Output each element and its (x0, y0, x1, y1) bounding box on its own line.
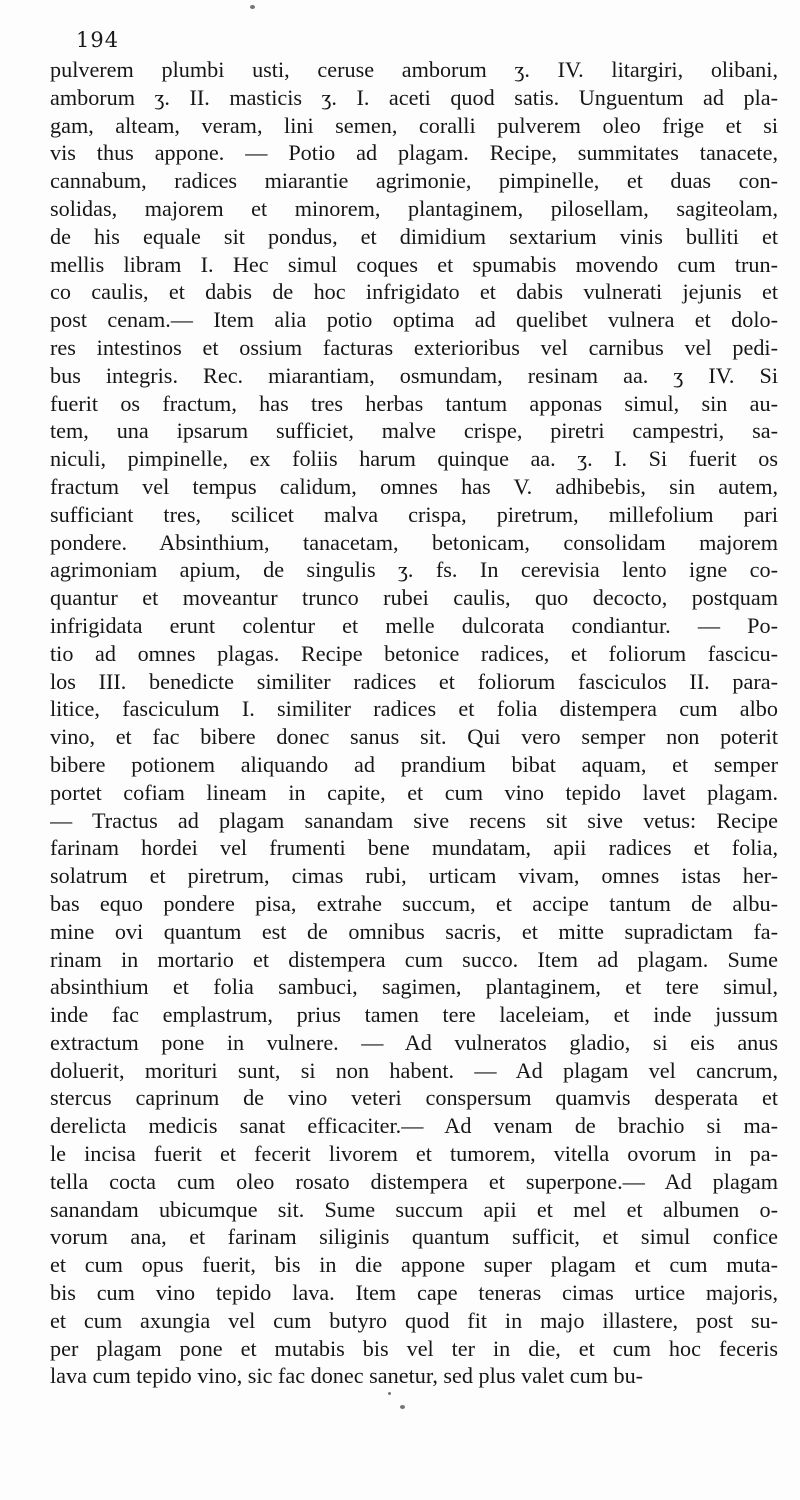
body-text (50, 56, 778, 1390)
text-line: tio ad omnes plagas. Recipe betonice radices, et foliorum fascicu- (50, 640, 778, 666)
ink-speck (250, 5, 255, 9)
text-line: los III. benedicte similiter radices et foliorum fasciculos II. para- (50, 668, 778, 694)
text-line: doluerit, morituri sunt, si non habent. — Ad plagam vel cancrum, (50, 1057, 778, 1083)
text-line: — Tractus ad plagam sanandam sive recens sit sive vetus: Recipe (50, 807, 778, 833)
text-line: niculi, pimpinelle, ex foliis harum quinque aa. ʒ. I. Si fuerit os (50, 446, 778, 472)
ink-speck (400, 1405, 405, 1409)
text-line: quantur et moveantur trunco rubei caulis, quo decocto, postquam (50, 585, 778, 611)
text-line: de his equale sit pondus, et dimidium sextarium vinis bulliti et (50, 223, 778, 249)
text-line: derelicta medicis sanat efficaciter.— Ad venam de brachio si ma- (50, 1113, 778, 1139)
text-line: fuerit os fractum, has tres herbas tantum apponas simul, sin au- (50, 390, 778, 416)
text-line: extractum pone in vulnere. — Ad vulneratos gladio, si eis anus (50, 1029, 778, 1055)
text-line: vis thus appone. — Potio ad plagam. Recipe, summitates tanacete, (50, 140, 778, 166)
text-line: bis cum vino tepido lava. Item cape teneras cimas urtice majoris, (50, 1280, 778, 1306)
text-line: gam, alteam, veram, lini semen, coralli pulverem oleo frige et si (50, 112, 778, 138)
ink-speck (388, 1392, 391, 1395)
text-line: pondere. Absinthium, tanacetam, betonicam, consolidam majorem (50, 529, 778, 555)
text-line: farinam hordei vel frumenti bene mundatam, apii radices et folia, (50, 835, 778, 861)
text-line: mellis libram I. Hec simul coques et spumabis movendo cum trun- (50, 251, 778, 277)
text-line: bibere potionem aliquando ad prandium bibat aquam, et semper (50, 751, 778, 777)
text-line: infrigidata erunt colentur et melle dulcorata condiantur. — Po- (50, 612, 778, 638)
text-line: inde fac emplastrum, prius tamen tere laceleiam, et inde jussum (50, 1002, 778, 1028)
text-line: absinthium et folia sambuci, sagimen, plantaginem, et tere simul, (50, 974, 778, 1000)
text-line: et cum opus fuerit, bis in die appone super plagam et cum muta- (50, 1252, 778, 1278)
text-line: solidas, majorem et minorem, plantaginem, pilosellam, sagiteolam, (50, 195, 778, 221)
text-line: bus integris. Rec. miarantiam, osmundam, resinam aa. ʒ IV. Si (50, 362, 778, 388)
text-line: res intestinos et ossium facturas exterioribus vel carnibus vel pedi- (50, 334, 778, 360)
text-line: sanandam ubicumque sit. Sume succum apii et mel et albumen o- (50, 1196, 778, 1222)
text-line: et cum axungia vel cum butyro quod fit in majo illastere, post su- (50, 1307, 778, 1333)
text-line: fractum vel tempus calidum, omnes has V. adhibebis, sin autem, (50, 473, 778, 499)
text-line: tem, una ipsarum sufficiet, malve crispe, piretri campestri, sa- (50, 418, 778, 444)
text-line: lava cum tepido vino, sic fac donec sanetur, sed plus valet cum bu- (50, 1363, 644, 1389)
text-line: vino, et fac bibere donec sanus sit. Qui vero semper non poterit (50, 724, 778, 750)
text-line: co caulis, et dabis de hoc infrigidato et dabis vulnerati jejunis et (50, 279, 778, 305)
text-line: mine ovi quantum est de omnibus sacris, et mitte supradictam fa- (50, 918, 778, 944)
text-line: amborum ʒ. II. masticis ʒ. I. aceti quod satis. Unguentum ad pla- (50, 84, 778, 110)
text-line: agrimoniam apium, de singulis ʒ. fs. In cerevisia lento igne co- (50, 557, 778, 583)
page-number: 194 (76, 28, 120, 52)
text-line: post cenam.— Item alia potio optima ad quelibet vulnera et dolo- (50, 307, 778, 333)
text-line: litice, fasciculum I. similiter radices et folia distempera cum albo (50, 696, 778, 722)
text-line: solatrum et piretrum, cimas rubi, urticam vivam, omnes istas her- (50, 863, 778, 889)
text-line: vorum ana, et farinam siliginis quantum sufficit, et simul confice (50, 1224, 778, 1250)
text-line: rinam in mortario et distempera cum succo. Item ad plagam. Sume (50, 946, 778, 972)
text-line: per plagam pone et mutabis bis vel ter in die, et cum hoc feceris (50, 1335, 778, 1361)
text-line: tella cocta cum oleo rosato distempera et superpone.— Ad plagam (50, 1168, 778, 1194)
text-line: pulverem plumbi usti, ceruse amborum ʒ. IV. litargiri, olibani, (50, 57, 778, 82)
text-line: portet cofiam lineam in capite, et cum vino tepido lavet plagam. (50, 779, 778, 805)
text-line: bas equo pondere pisa, extrahe succum, et accipe tantum de albu- (50, 890, 778, 916)
text-line: le incisa fuerit et fecerit livorem et tumorem, vitella ovorum in pa- (50, 1141, 778, 1167)
text-line: cannabum, radices miarantie agrimonie, pimpinelle, et duas con- (50, 168, 778, 194)
text-line: stercus caprinum de vino veteri conspersum quamvis desperata et (50, 1085, 778, 1111)
text-line: sufficiant tres, scilicet malva crispa, piretrum, millefolium pari (50, 501, 778, 527)
